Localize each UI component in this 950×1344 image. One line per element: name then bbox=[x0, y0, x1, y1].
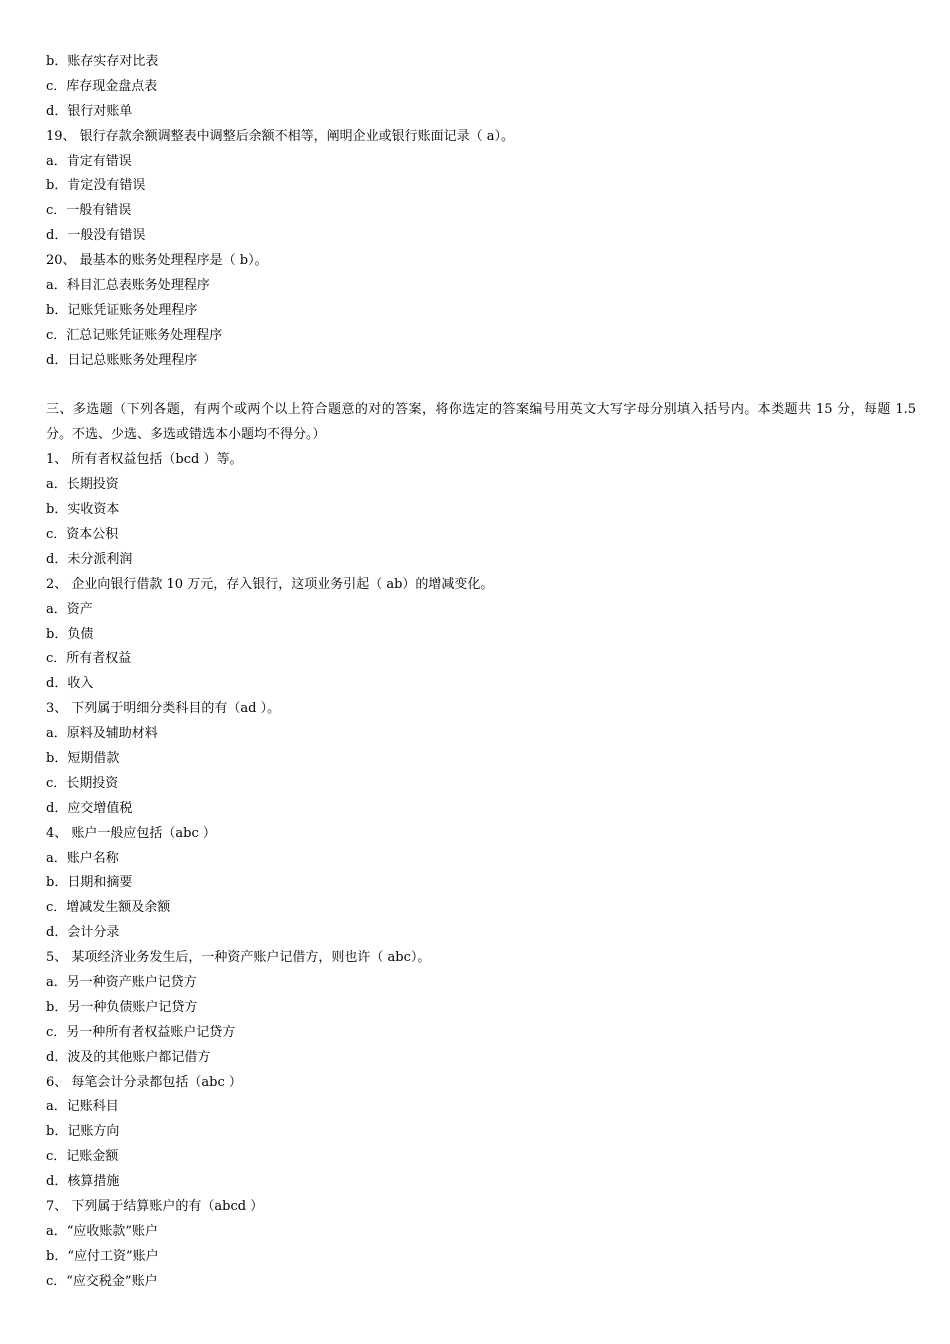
question-block-multiple-choice bbox=[46, 448, 916, 1294]
text-line: b．记账凭证账务处理程序 bbox=[46, 302, 198, 318]
text-line: a．“应收账款”账户 bbox=[46, 1223, 159, 1239]
text-line: c．记账金额 bbox=[46, 1149, 119, 1165]
text-line: c．一般有错误 bbox=[46, 203, 132, 219]
text-line: b．记账方向 bbox=[46, 1124, 120, 1140]
text-line: c．汇总记账凭证账务处理程序 bbox=[46, 327, 223, 343]
text-line: c．另一种所有者权益账户记贷方 bbox=[46, 1024, 236, 1040]
text-line: d．核算措施 bbox=[46, 1174, 120, 1190]
text-line: a．肯定有错误 bbox=[46, 153, 132, 169]
text-line: b．短期借款 bbox=[46, 750, 120, 766]
text-line: c．所有者权益 bbox=[46, 651, 132, 667]
text-line: 20、 最基本的账务处理程序是（ b）。 bbox=[46, 253, 268, 269]
section-heading-multiple-choice: 三、多选题（下列各题，有两个或两个以上符合题意的对的答案，将你选定的答案编号用英文大写字母分别填入括号内。本类题共 15 分，每题 1.5 分。不选、少选、多选或错选本小题均不得分。） bbox=[46, 402, 916, 443]
text-line: d．应交增值税 bbox=[46, 800, 133, 816]
text-line: a．另一种资产账户记贷方 bbox=[46, 974, 197, 990]
text-line: c．资本公积 bbox=[46, 526, 119, 542]
text-line: a．记账科目 bbox=[46, 1099, 119, 1115]
text-line: 5、 某项经济业务发生后，一种资产账户记借方，则也许（ abc）。 bbox=[46, 950, 431, 966]
text-line: d．未分派利润 bbox=[46, 551, 133, 567]
text-line: d．会计分录 bbox=[46, 925, 120, 941]
text-line: b．“应付工资”账户 bbox=[46, 1248, 159, 1264]
text-line: 1、 所有者权益包括（bcd ）等。 bbox=[46, 452, 243, 468]
text-line: b．另一种负债账户记贷方 bbox=[46, 999, 198, 1015]
text-line: 7、 下列属于结算账户的有（abcd ） bbox=[46, 1199, 264, 1214]
text-line: a．资产 bbox=[46, 601, 93, 617]
text-line: b．日期和摘要 bbox=[46, 875, 133, 891]
text-line: b．肯定没有错误 bbox=[46, 178, 146, 194]
text-line: a．原料及辅助材料 bbox=[46, 726, 158, 742]
text-line: d．日记总账账务处理程序 bbox=[46, 352, 198, 368]
text-line: 19、 银行存款余额调整表中调整后余额不相等，阐明企业或银行账面记录（ a）。 bbox=[46, 128, 515, 144]
text-line: 2、 企业向银行借款 10 万元，存入银行，这项业务引起（ ab）的增减变化。 bbox=[46, 576, 494, 592]
text-line: a．账户名称 bbox=[46, 850, 119, 866]
text-line: a．长期投资 bbox=[46, 477, 119, 493]
text-line: c．“应交税金”账户 bbox=[46, 1273, 158, 1289]
text-line: c．长期投资 bbox=[46, 775, 119, 791]
document-page bbox=[46, 50, 916, 1295]
text-line: c．库存现金盘点表 bbox=[46, 78, 158, 94]
text-line: b．实收资本 bbox=[46, 502, 120, 518]
blank-line bbox=[46, 374, 916, 399]
text-line: c．增减发生额及余额 bbox=[46, 900, 171, 916]
text-line: d．一般没有错误 bbox=[46, 228, 146, 244]
text-line: 6、 每笔会计分录都包括（abc ） bbox=[46, 1074, 242, 1090]
question-block-single-choice bbox=[46, 50, 916, 374]
text-line: d．波及的其他账户都记借方 bbox=[46, 1049, 211, 1065]
text-line: a．科目汇总表账务处理程序 bbox=[46, 278, 210, 294]
text-line: b．账存实存对比表 bbox=[46, 54, 159, 69]
text-line: 3、 下列属于明细分类科目的有（ad ）。 bbox=[46, 701, 281, 717]
text-line: d．银行对账单 bbox=[46, 103, 133, 119]
text-line: 4、 账户一般应包括（abc ） bbox=[46, 825, 216, 841]
text-line: d．收入 bbox=[46, 676, 94, 692]
text-line: b．负债 bbox=[46, 626, 94, 642]
